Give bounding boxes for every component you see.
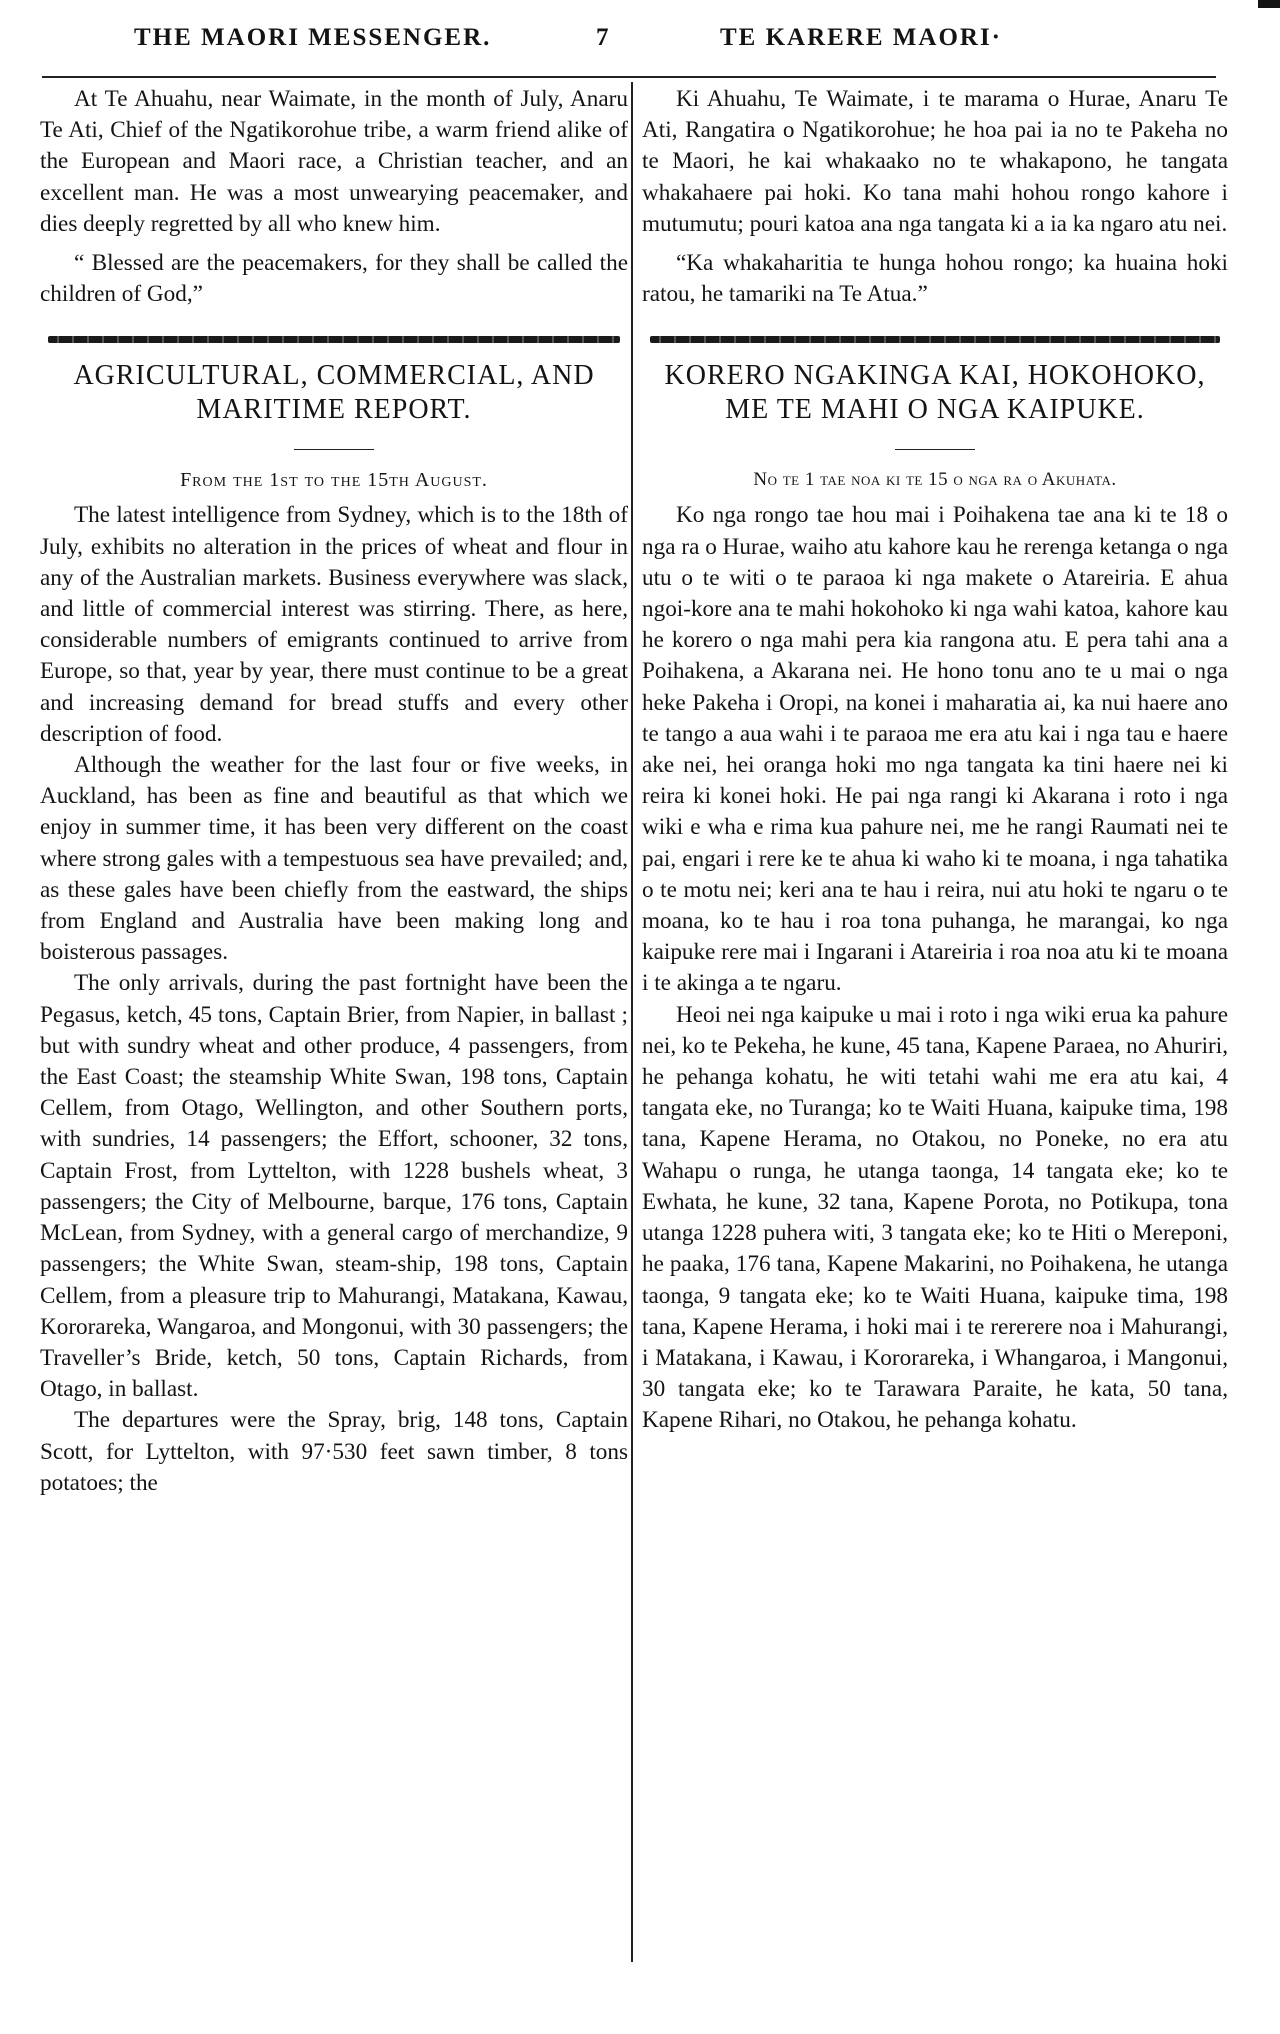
paragraph-maori-2: Heoi nei nga kaipuke u mai i roto i nga wiki erua ka pahure nei, ko te Pekeha, he kune, 45 tana, Kapene Paraea, no Ahuriri, he pehanga kohatu, he witi tetahi wahi me era atu kai, 4 tangata eke, no Turanga; ko te Waiti Huana, kaipuke tima, 198 tana, Kapene Herama, no Otakou, no Poneke, no era atu Wahapu o runga, he utanga taonga, 14 tangata eke; ko te Ewhata, he kune, 32 tana, Kapene Porota, no Potikupa, tona utanga 1228 puhera witi, 3 tangata eke; ko te Hiti o Mereponi, he paaka, 176 tana, Kapene Makarini, no Poihakena, he utanga taonga, 9 tangata eke; ko te Waiti Huana, kaipuke tima, 198 tana, Kapene Herama, i hoki mai i te rererere noa i Mahurangi, i Matakana, i Kawau, i Kororareka, i Whangaroa, i Mangonui, 30 tangata eke; ko te Tarawara Paraite, he kata, 50 tana, Kapene Rihari, no Otakou, he pehanga kohatu.	[642, 1001, 1228, 1434]
column-divider	[631, 82, 633, 1962]
section-divider-rule	[48, 336, 620, 343]
report-title-line1: KORERO NGAKINGA KAI, HOKOHOKO,	[664, 360, 1206, 392]
scripture-quote-english: “ Blessed are the peacemakers, for they shall be called the children of God,”	[40, 250, 628, 308]
scripture-quote-maori: “Ka whakaharitia te hunga hohou rongo; ka huaina hoki ratou, he tamariki na Te Atua.”	[642, 250, 1228, 308]
header-english-title: THE MAORI MESSENGER.	[134, 24, 492, 51]
report-title-line2: ME TE MAHI O NGA KAIPUKE.	[725, 394, 1145, 426]
report-title-line1: AGRICULTURAL, COMMERCIAL, AND	[73, 360, 595, 392]
report-title-line2: MARITIME REPORT.	[196, 394, 472, 426]
report-title-maori	[642, 359, 1228, 427]
header-rule	[42, 76, 1216, 78]
english-column	[40, 84, 628, 1499]
section-divider-rule	[650, 336, 1220, 343]
date-range-maori: No te 1 tae noa ki te 15 o nga ra o Akuhata.	[753, 469, 1117, 491]
header-maori-title: TE KARERE MAORI·	[720, 24, 1003, 51]
page-number: 7	[596, 24, 611, 51]
running-header	[0, 24, 1280, 64]
report-title-english	[40, 359, 628, 427]
paragraph-english-1: The latest intelligence from Sydney, which is to the 18th of July, exhibits no alteration in the prices of wheat and flour in any of the Australian markets. Business everywhere was slack, and little of commercial interest was stirring. There, as here, considerable numbers of emigrants continued to arrive from Europe, so that, year by year, there must continue to be a great and increasing demand for bread stuffs and every other description of food.	[40, 502, 628, 747]
paragraph-english-2: Although the weather for the last four or five weeks, in Auckland, has been as fine and beautiful as that which we enjoy in summer time, it has been very different on the coast where strong gales with a tempestuous sea have prevailed; and, as these gales have been chiefly from the eastward, the ships from England and Australia have been making long and boisterous passages.	[40, 752, 628, 966]
paragraph-english-4: The departures were the Spray, brig, 148 tons, Captain Scott, for Lyttelton, with 97·530 feet sawn timber, 8 tons potatoes; the	[40, 1407, 628, 1496]
maori-column	[642, 84, 1228, 1437]
short-rule	[294, 449, 374, 450]
short-rule	[895, 449, 975, 450]
obituary-maori: Ki Ahuahu, Te Waimate, i te marama o Hurae, Anaru Te Ati, Rangatira o Ngatikorohue; he hoa pai ia no te Pakeha no te Maori, he kai whakaako no te whakapono, he tangata whakahaere pai hoki. Ko tana mahi hohou rongo kahore i mutumutu; pouri katoa ana nga tangata ki a ia ka ngaro atu nei.	[642, 86, 1228, 237]
date-range-english: From the 1st to the 15th August.	[180, 469, 488, 492]
paragraph-english-3: The only arrivals, during the past fortnight have been the Pegasus, ketch, 45 tons, Captain Brier, from Napier, in ballast ; but with sundry wheat and other produce, 4 passengers, from the East Coast; the steamship White Swan, 198 tons, Captain Cellem, from Otago, Wellington, and other Southern ports, with sundries, 14 passengers; the Effort, schooner, 32 tons, Captain Frost, from Lyttelton, with 1228 bushels wheat, 3 passengers; the City of Melbourne, barque, 176 tons, Captain McLean, from Sydney, with a general cargo of merchandize, 9 passengers; the White Swan, steam-ship, 198 tons, Captain Cellem, from a pleasure trip to Mahurangi, Matakana, Kawau, Kororareka, Wangaroa, and Mongonui, with 30 passengers; the Traveller’s Bride, ketch, 50 tons, Captain Richards, from Otago, in ballast.	[40, 970, 628, 1403]
obituary-english: At Te Ahuahu, near Waimate, in the month of July, Anaru Te Ati, Chief of the Ngatikorohue tribe, a warm friend alike of the European and Maori race, a Christian teacher, and an excellent man. He was a most unwearying peacemaker, and dies deeply regretted by all who knew him.	[40, 86, 628, 237]
corner-mark	[1258, 0, 1280, 8]
paragraph-maori-1: Ko nga rongo tae hou mai i Poihakena tae ana ki te 18 o nga ra o Hurae, waiho atu kahore kau he rerenga ketanga o nga utu o te witi o te paraoa ki nga makete o Atareiria. E ahua ngoi-kore ana te mahi hokohoko ki nga wahi katoa, kahore kau he korero o nga mahi pera kia rangona atu. E pera tahi ana a Poihakena, a Akarana nei. He hono tonu ano te u mai o nga heke Pakeha i Oropi, na konei i maharatia ai, ka nui haere ano te tango a aua wahi i te paraoa me era atu kai i nga tau e haere ake nei, hei oranga hoki mo nga tangata ka tini haere nei ki reira ki konei hoki. He pai nga rangi ki Akarana i roto i nga wiki e wha e rima kua pahure nei, me he rangi Raumati nei te pai, engari i rere ke te ahua ki waho ki te moana, i nga tahatika o te motu nei; keri ana te hau i reira, nui atu hoki te ngaru o te moana, ko te hau i roa tona puhanga, he marangai, ko nga kaipuke rere mai i Ingarani i Atareiria i roa noa atu ki te moana i te akinga a te ngaru.	[642, 502, 1228, 997]
